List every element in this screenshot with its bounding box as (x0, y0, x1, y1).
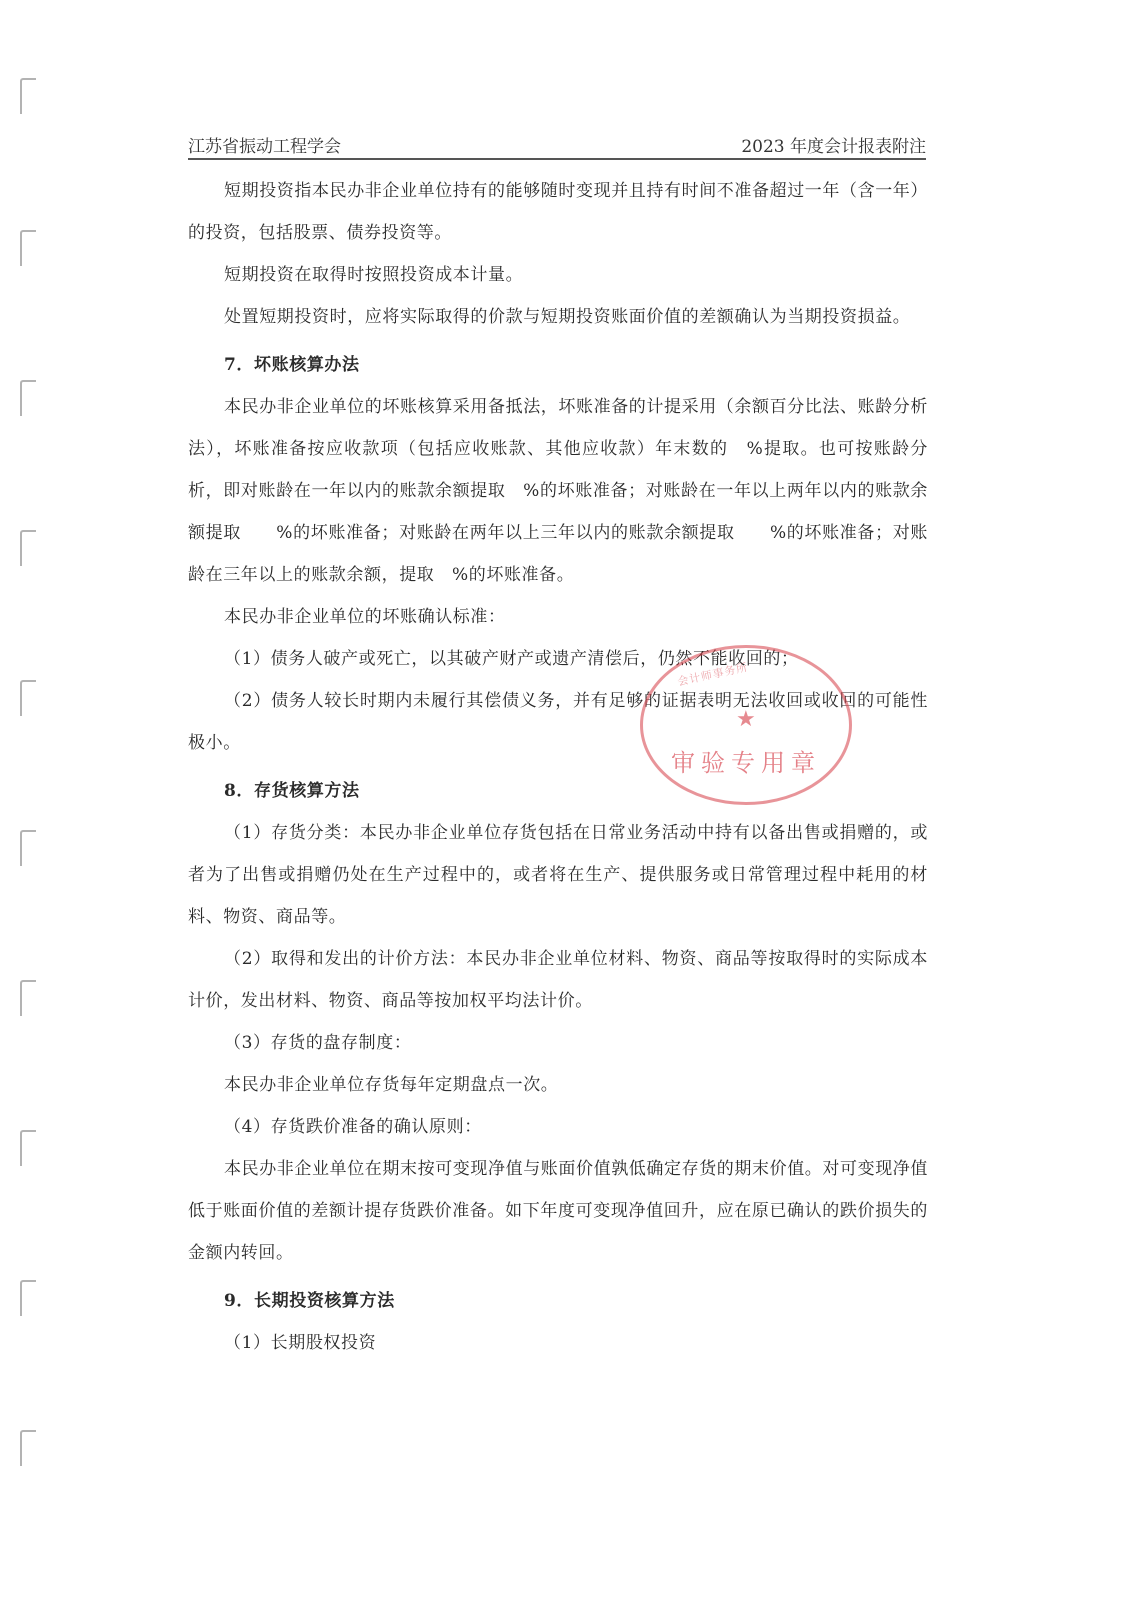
page-header (188, 130, 926, 160)
paragraph: （2）债务人较长时期内未履行其偿债义务，并有足够的证据表明无法收回或收回的可能性极小。 (188, 691, 928, 753)
paragraph: （3）存货的盘存制度： (224, 1033, 412, 1053)
paragraph: 本民办非企业单位的坏账核算采用备抵法，坏账准备的计提采用（余额百分比法、账龄分析法），坏账准备按应收款项（包括应收账款、其他应收款）年末数的 %提取。也可按账龄分析，即对账龄在一年以内的账款余额提取 %的坏账准备；对账龄在一年以上两年以内的账款余额提取 %的坏账准备；对账龄在两年以上三年以内的账款余额提取 %的坏账准备；对账龄在三年以上的账款余额，提取 %的坏账准备。 (188, 397, 928, 585)
paragraph: （2）取得和发出的计价方法：本民办非企业单位材料、物资、商品等按取得时的实际成本计价，发出材料、物资、商品等按加权平均法计价。 (188, 949, 928, 1011)
paragraph: （4）存货跌价准备的确认原则： (224, 1117, 482, 1137)
binding-mark (20, 1130, 36, 1166)
binding-mark (20, 980, 36, 1016)
binding-mark (20, 1430, 36, 1466)
binding-mark (20, 530, 36, 566)
seal-arc-text: 会计师事务所 (676, 660, 750, 689)
paragraph: 处置短期投资时，应将实际取得的价款与短期投资账面价值的差额确认为当期投资损益。 (224, 307, 911, 327)
paragraph: （1）长期股权投资 (224, 1333, 377, 1353)
section-heading: 9．长期投资核算方法 (224, 1291, 395, 1311)
paragraph: （1）债务人破产或死亡，以其破产财产或遗产清偿后，仍然不能收回的； (224, 649, 799, 669)
paragraph: （1）存货分类：本民办非企业单位存货包括在日常业务活动中持有以备出售或捐赠的，或者为了出售或捐赠仍处在生产过程中的，或者将在生产、提供服务或日常管理过程中耗用的材料、物资、商品等。 (188, 823, 928, 927)
paragraph: 短期投资在取得时按照投资成本计量。 (224, 265, 524, 285)
binding-mark (20, 680, 36, 716)
organization-name: 江苏省振动工程学会 (188, 137, 341, 157)
section-heading: 8．存货核算方法 (224, 781, 360, 801)
document-body (188, 170, 928, 1364)
binding-mark (20, 230, 36, 266)
document-title: 2023 年度会计报表附注 (741, 137, 926, 157)
paragraph: 短期投资指本民办非企业单位持有的能够随时变现并且持有时间不准备超过一年（含一年）的投资，包括股票、债券投资等。 (188, 181, 928, 243)
binding-mark (20, 1280, 36, 1316)
section-heading: 7．坏账核算办法 (224, 355, 360, 375)
paragraph: 本民办非企业单位存货每年定期盘点一次。 (224, 1075, 559, 1095)
seal-star-icon: ★ (736, 707, 756, 732)
paragraph: 本民办非企业单位在期末按可变现净值与账面价值孰低确定存货的期末价值。对可变现净值低于账面价值的差额计提存货跌价准备。如下年度可变现净值回升，应在原已确认的跌价损失的金额内转回。 (188, 1159, 928, 1263)
binding-mark (20, 380, 36, 416)
binding-mark (20, 830, 36, 866)
binding-mark (20, 78, 36, 114)
seal-main-text: 审验专用章 (671, 749, 821, 777)
paragraph: 本民办非企业单位的坏账确认标准： (224, 607, 506, 627)
